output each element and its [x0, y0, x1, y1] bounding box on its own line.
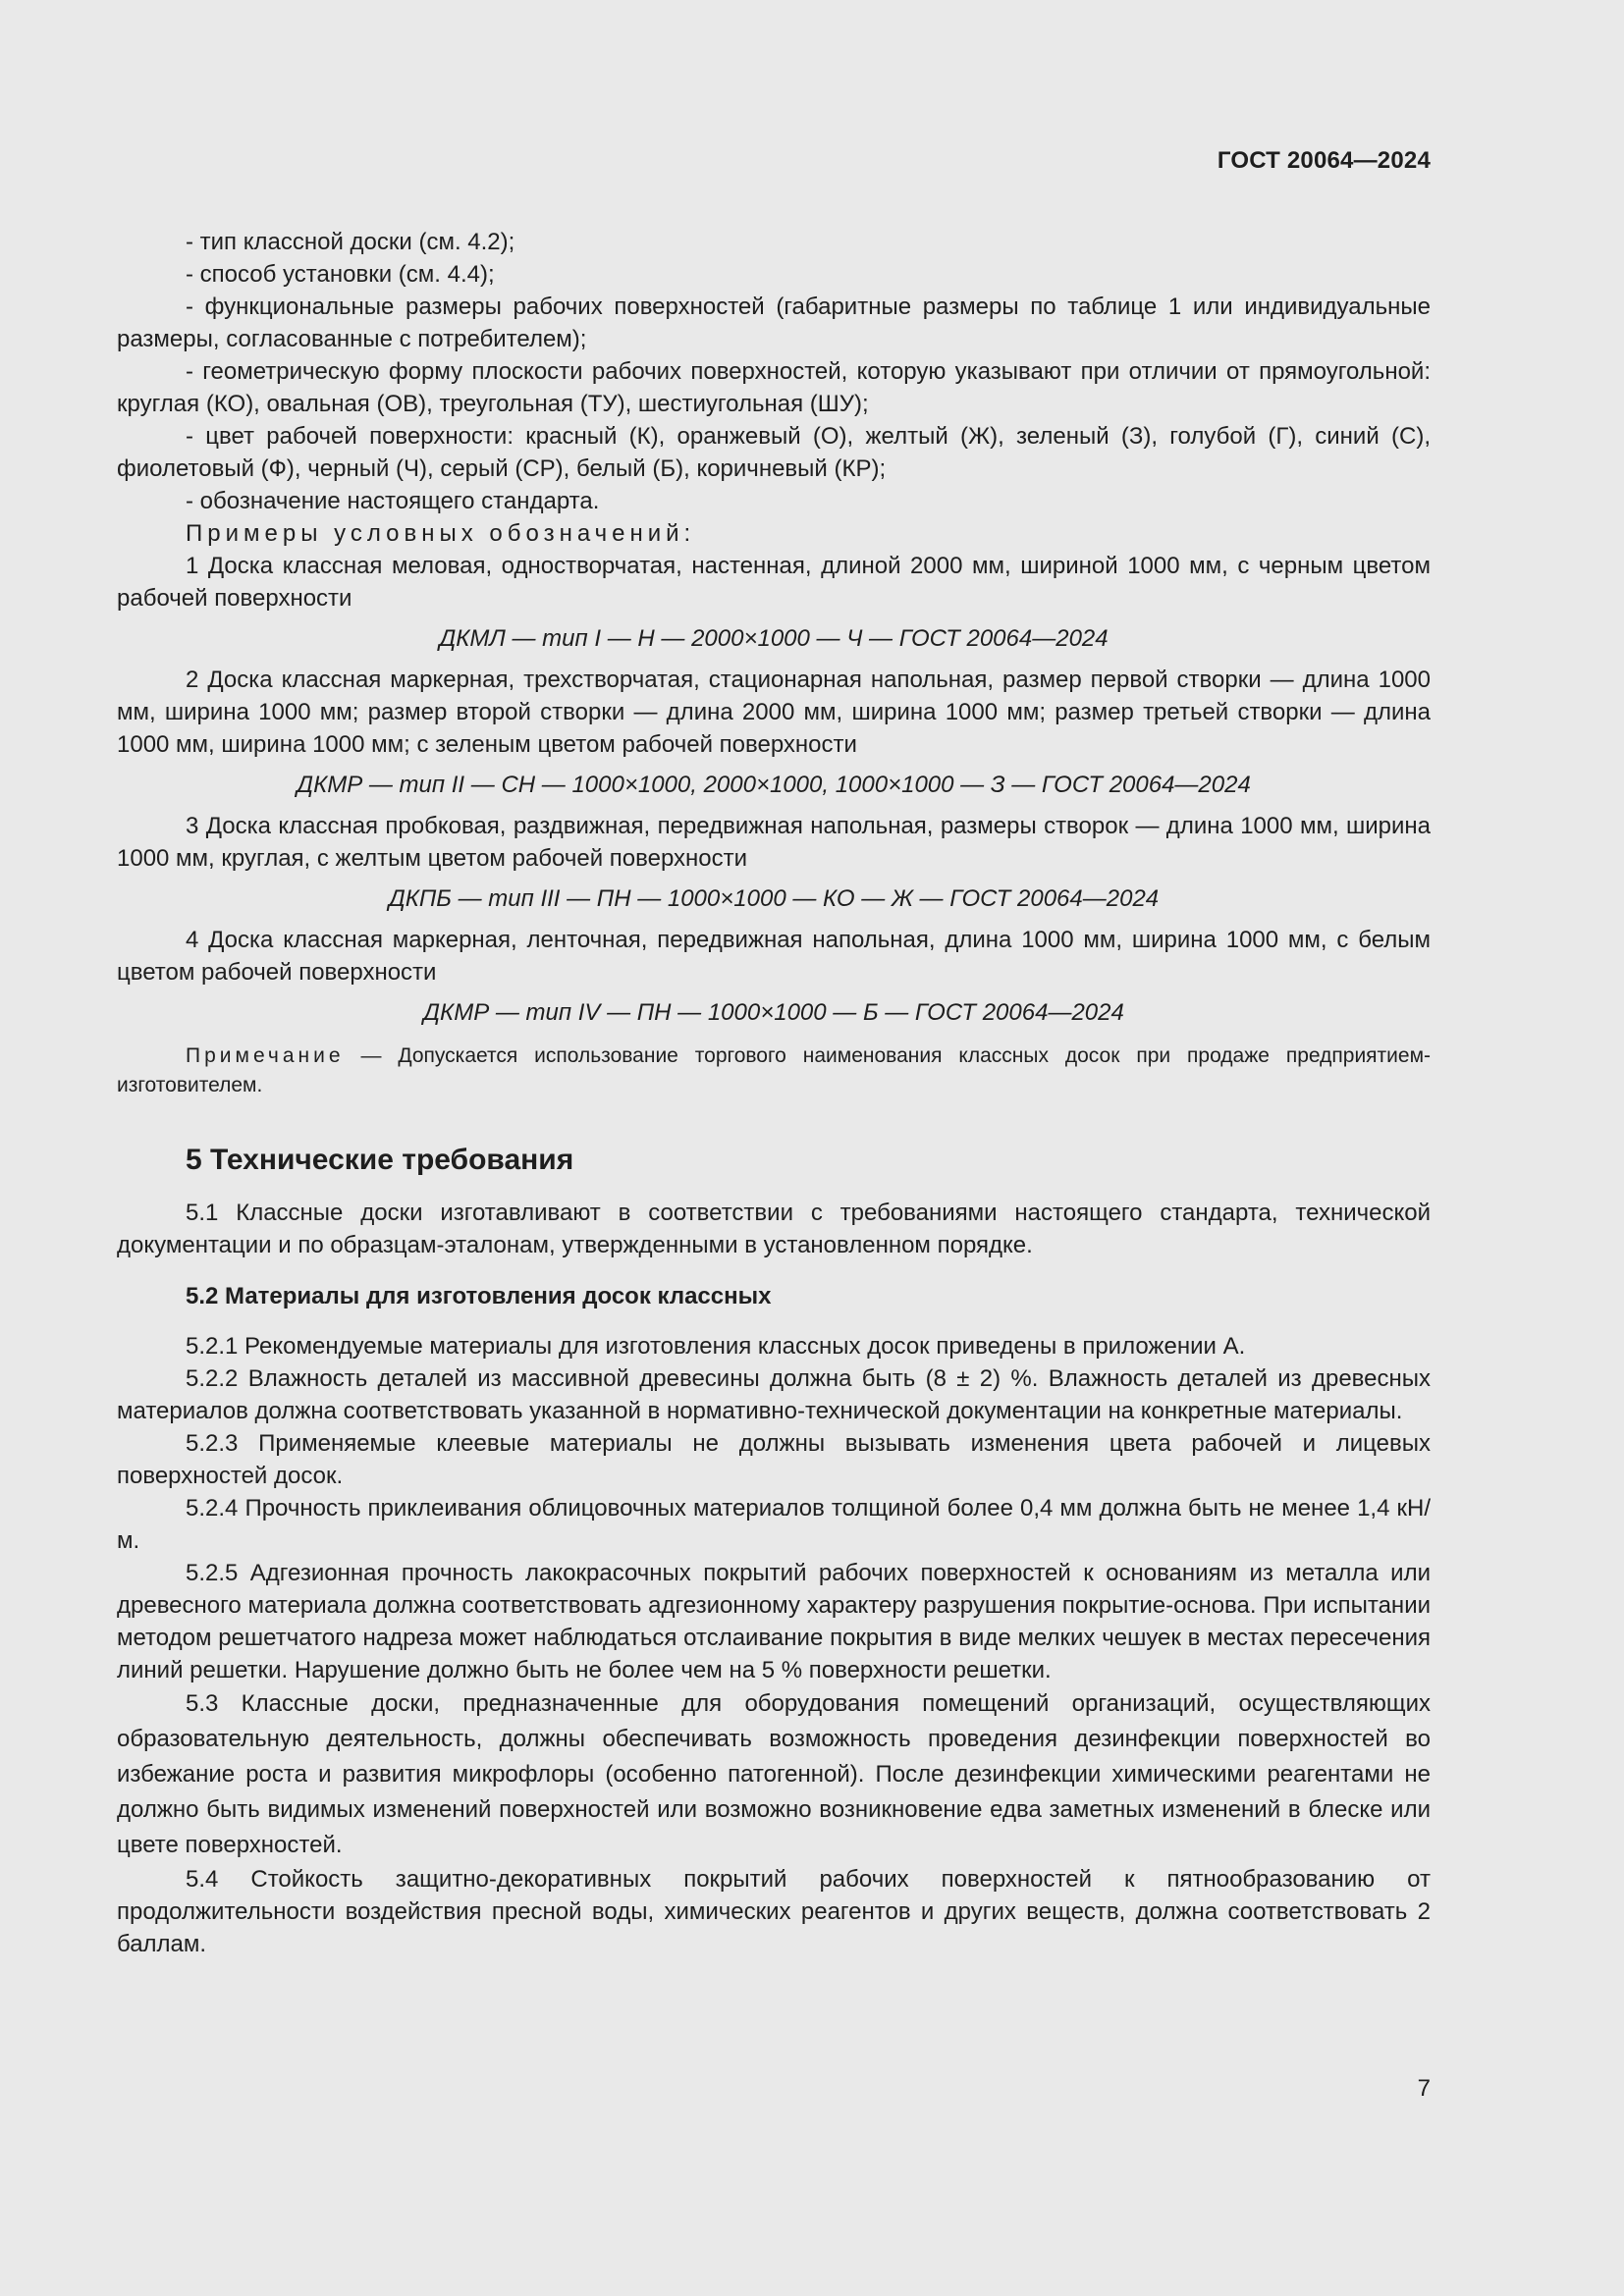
- designation-list: [117, 226, 1431, 517]
- subsection-5-2-title: 5.2 Материалы для изготовления досок классных: [186, 1283, 772, 1309]
- paragraph-5-2-5: 5.2.5 Адгезионная прочность лакокрасочных покрытий рабочих поверхностей к основаниям из металла или древесного материала должна соответствовать адгезионному характеру разрушения покрытие-основа. При испытании методом решетчатого надреза может наблюдаться отслаивание покрытия в виде мелких чешуек в местах пересечения линий решетки. Нарушение должно быть не более чем на 5 % поверхности решетки.: [117, 1560, 1431, 1683]
- page-number: 7: [1417, 2075, 1431, 2102]
- example-text: 3 Доска классная пробковая, раздвижная, передвижная напольная, размеры створок — длина 1000 мм, ширина 1000 мм, круглая, с желтым цветом рабочей поверхности: [117, 813, 1431, 872]
- paragraph-5-4: 5.4 Стойкость защитно-декоративных покрытий рабочих поверхностей к пятнообразованию от продолжительности воздействия пресной воды, химических реагентов и других веществ, должна соответствовать 2 баллам.: [117, 1866, 1431, 1957]
- paragraph-5-3: 5.3 Классные доски, предназначенные для оборудования помещений организаций, осуществляющих образовательную деятельность, должны обеспечивать возможность проведения дезинфекции поверхностей во избежание роста и развития микрофлоры (особенно патогенной). После дезинфекции химическими реагентами не должно быть видимых изменений поверхностей или возможно возникновение едва заметных изменений в блеске или цвете поверхностей.: [117, 1690, 1431, 1858]
- examples-heading: Примеры условных обозначений:: [186, 520, 696, 547]
- list-item: - тип классной доски (см. 4.2);: [186, 229, 515, 255]
- paragraph-5-2-4: 5.2.4 Прочность приклеивания облицовочных материалов толщиной более 0,4 мм должна быть не менее 1,4 кН/м.: [117, 1495, 1431, 1554]
- note-paragraph: [117, 1041, 1431, 1100]
- paragraph-5-1: 5.1 Классные доски изготавливают в соответствии с требованиями настоящего стандарта, технической документации и по образцам-эталонам, утвержденными в установленном порядке.: [117, 1200, 1431, 1258]
- example-formula: ДКМЛ — тип I — Н — 2000×1000 — Ч — ГОСТ 20064—2024: [439, 625, 1109, 652]
- paragraph-5-2-3: 5.2.3 Применяемые клеевые материалы не должны вызывать изменения цвета рабочей и лицевых поверхностей досок.: [117, 1430, 1431, 1489]
- note-text: — Допускается использование торгового наименования классных досок при продаже предприятием-изготовителем.: [117, 1044, 1431, 1096]
- standard-code-header: ГОСТ 20064—2024: [1217, 147, 1431, 174]
- page-body: [117, 226, 1431, 1960]
- list-item: - геометрическую форму плоскости рабочих поверхностей, которую указывают при отличии от прямоугольной: круглая (КО), овальная (ОВ), треугольная (ТУ), шестиугольная (ШУ);: [117, 358, 1431, 417]
- example-text: 4 Доска классная маркерная, ленточная, передвижная напольная, длина 1000 мм, ширина 1000 мм, с белым цветом рабочей поверхности: [117, 927, 1431, 986]
- section-5-title: 5 Технические требования: [186, 1144, 574, 1176]
- list-item: - функциональные размеры рабочих поверхностей (габаритные размеры по таблице 1 или индивидуальные размеры, согласованные с потребителем);: [117, 294, 1431, 352]
- note-label: Примечание: [186, 1044, 345, 1067]
- example-text: 1 Доска классная меловая, одностворчатая, настенная, длиной 2000 мм, шириной 1000 мм, с черным цветом рабочей поверхности: [117, 553, 1431, 612]
- example-formula: ДКМР — тип IV — ПН — 1000×1000 — Б — ГОСТ 20064—2024: [423, 999, 1124, 1026]
- paragraph-5-2-2: 5.2.2 Влажность деталей из массивной древесины должна быть (8 ± 2) %. Влажность деталей из древесных материалов должна соответствовать указанной в нормативно-технической документации на конкретные материалы.: [117, 1365, 1431, 1424]
- example-formula: ДКМР — тип II — СН — 1000×1000, 2000×1000, 1000×1000 — З — ГОСТ 20064—2024: [297, 772, 1251, 798]
- example-formula: ДКПБ — тип III — ПН — 1000×1000 — КО — Ж — ГОСТ 20064—2024: [388, 885, 1160, 912]
- list-item: - способ установки (см. 4.4);: [186, 261, 495, 288]
- list-item: - обозначение настоящего стандарта.: [186, 488, 600, 514]
- paragraph-5-2-1: 5.2.1 Рекомендуемые материалы для изготовления классных досок приведены в приложении А.: [186, 1333, 1246, 1360]
- list-item: - цвет рабочей поверхности: красный (К), оранжевый (О), желтый (Ж), зеленый (З), голубой (Г), синий (С), фиолетовый (Ф), черный (Ч), серый (СР), белый (Б), коричневый (КР);: [117, 423, 1431, 482]
- example-text: 2 Доска классная маркерная, трехстворчатая, стационарная напольная, размер первой створки — длина 1000 мм, ширина 1000 мм; размер второй створки — длина 2000 мм, ширина 1000 мм; размер третьей створки — длина 1000 мм, ширина 1000 мм; с зеленым цветом рабочей поверхности: [117, 667, 1431, 758]
